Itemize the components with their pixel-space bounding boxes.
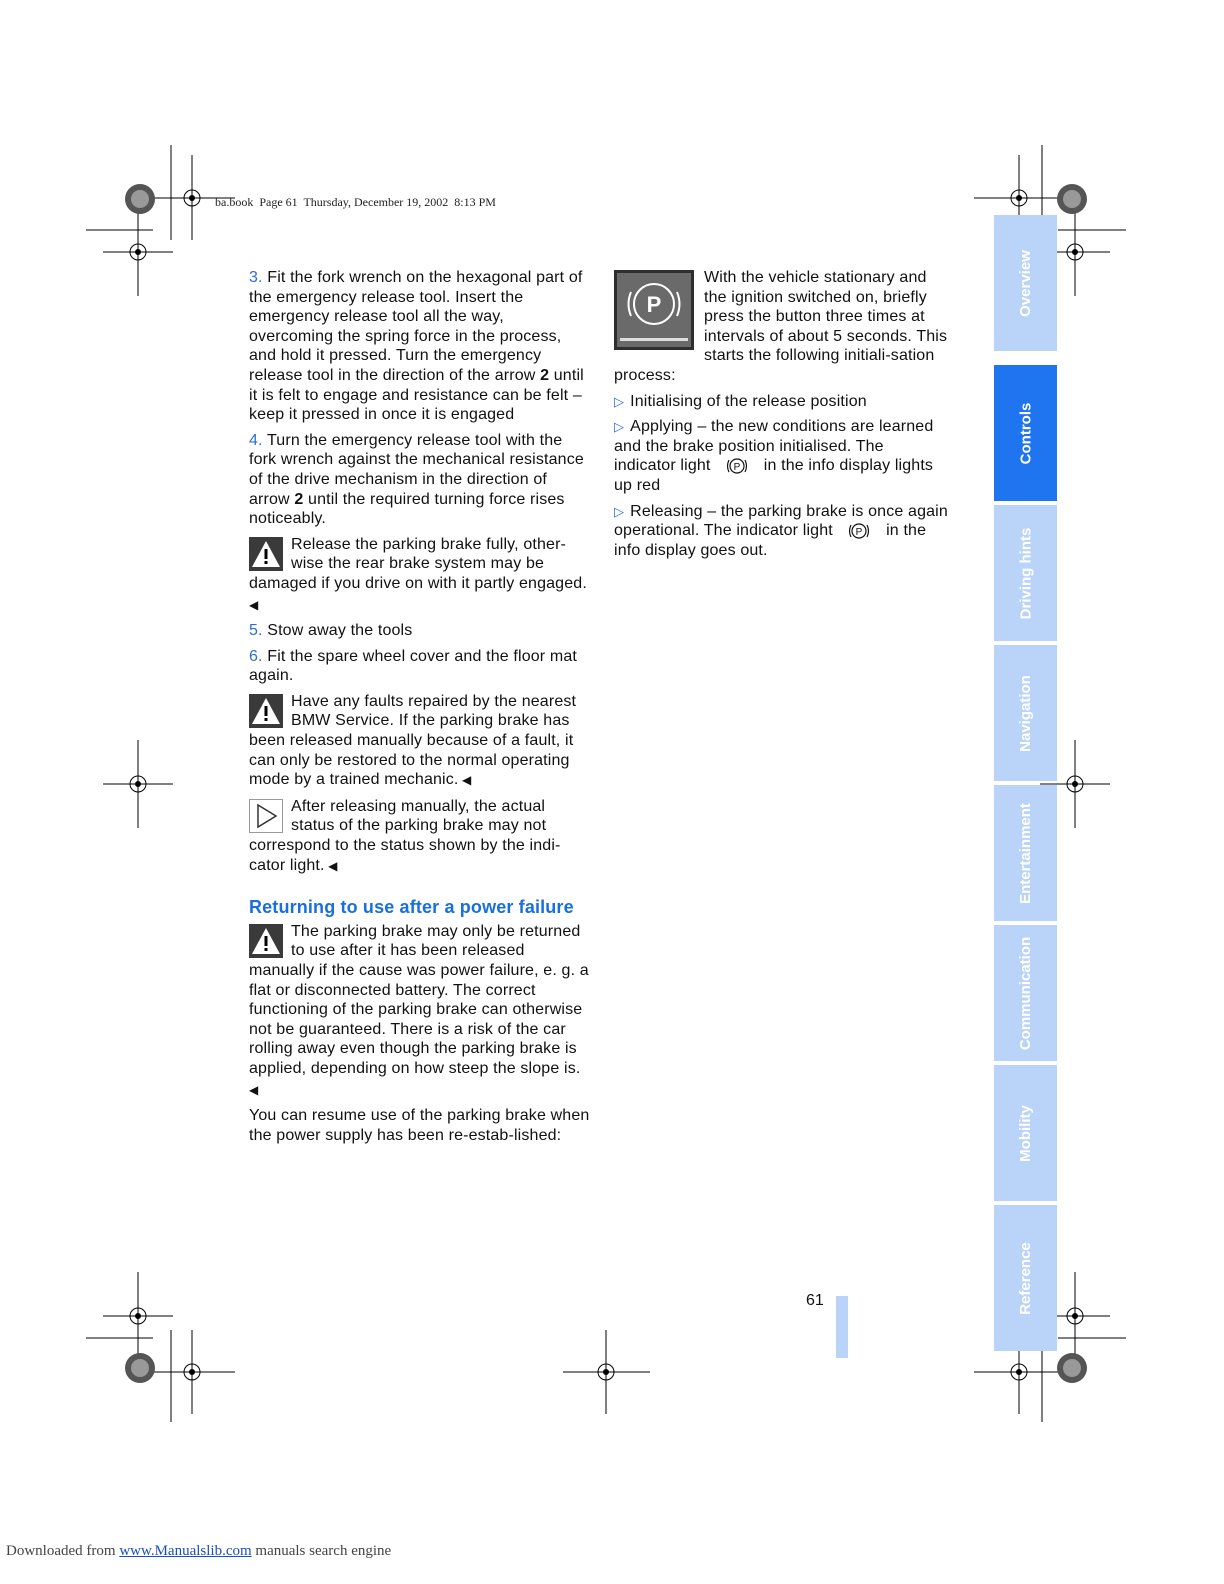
right-column (614, 268, 950, 566)
svg-text:P: P (856, 526, 863, 538)
print-header: ba.book Page 61 Thursday, December 19, 2002 8:13 PM (215, 195, 496, 209)
tab-mobility[interactable]: Mobility (994, 1065, 1057, 1201)
end-mark-icon: ◀ (324, 858, 338, 873)
page-number-bar (836, 1296, 848, 1358)
warning-note-2: Have any faults repaired by the nearest BMW Service. If the parking brake has been released manually because of a fault, it can only be restored to the normal operating mode by a trained mechanic. ◀ (249, 692, 577, 789)
tab-communication[interactable]: Communication (994, 925, 1057, 1061)
parking-indicator-icon (847, 522, 871, 540)
step-3: 3. Fit the fork wrench on the hexagonal part of the emergency release tool. Insert the emergency release tool all the way, overcoming the spring force in the process, and hold it pressed. Turn the emergency release tool in the direction of the arrow 2 until it is felt to engage and resistance can be felt – keep it pressed in once it is engaged (249, 269, 584, 424)
svg-text:P: P (733, 462, 741, 474)
tab-controls[interactable]: Controls (994, 365, 1057, 501)
step-5: 5. Stow away the tools (249, 622, 413, 640)
tab-navigation[interactable]: Navigation (994, 645, 1057, 781)
manualslib-link[interactable]: www.Manualslib.com (119, 1543, 252, 1559)
parking-indicator-icon (725, 457, 749, 475)
tab-reference[interactable]: Reference (994, 1205, 1057, 1351)
footer: Downloaded from www.Manualslib.com manuals search engine (6, 1543, 392, 1559)
bullet-item: ▷ Releasing – the parking brake is once again operational. The indicator light P in the info display goes out. (614, 502, 948, 559)
end-mark-icon: ◀ (249, 1082, 259, 1097)
intro-with-button: P With the vehicle stationary and the ignition switched on, briefly press the button three times at intervals of about 5 seconds. This starts the following initiali-sation process: (614, 269, 948, 384)
bullet-item: ▷ Applying – the new conditions are learned and the brake position initialised. The indicator light P in the info display lights up red (614, 418, 934, 494)
bullet-item: ▷ Initialising of the release position (614, 392, 867, 410)
tab-overview[interactable]: Overview (994, 215, 1057, 351)
tab-driving-hints[interactable]: Driving hints (994, 505, 1057, 641)
note-arrow-icon (249, 799, 283, 833)
svg-text:P: P (646, 292, 662, 317)
section-heading: Returning to use after a power failure (249, 897, 574, 918)
step-4: 4. Turn the emergency release tool with the fork wrench against the mechanical resistance of the drive mechanism in the direction of arrow 2 until the required turning force rises noticeably. (249, 431, 584, 528)
warning-note-3: The parking brake may only be returned to use after it has been released manually if the cause was power failure, e. g. a flat or disconnected battery. The correct functioning of the parking brake can otherwise not be guaranteed. There is a risk of the car rolling away even though the parking brake is applied, depending on how steep the slope is. ◀ (249, 922, 589, 1097)
resume-text: You can resume use of the parking brake when the power supply has been re-estab-lished: (249, 1107, 590, 1144)
parking-brake-button-icon (614, 270, 694, 350)
end-mark-icon: ◀ (458, 773, 472, 788)
warning-icon (249, 694, 283, 728)
end-mark-icon: ◀ (249, 597, 259, 612)
warning-icon (249, 537, 283, 571)
tab-entertainment[interactable]: Entertainment (994, 785, 1057, 921)
left-column (249, 268, 591, 1151)
page-number: 61 (806, 1292, 824, 1309)
warning-icon (249, 924, 283, 958)
step-6: 6. Fit the spare wheel cover and the floor mat again. (249, 647, 577, 685)
warning-note-1: Release the parking brake fully, other-wise the rear brake system may be damaged if you drive on with it partly engaged. ◀ (249, 535, 587, 612)
info-note-1: After releasing manually, the actual status of the parking brake may not correspond to the status shown by the indi-cator light. ◀ (249, 797, 561, 874)
